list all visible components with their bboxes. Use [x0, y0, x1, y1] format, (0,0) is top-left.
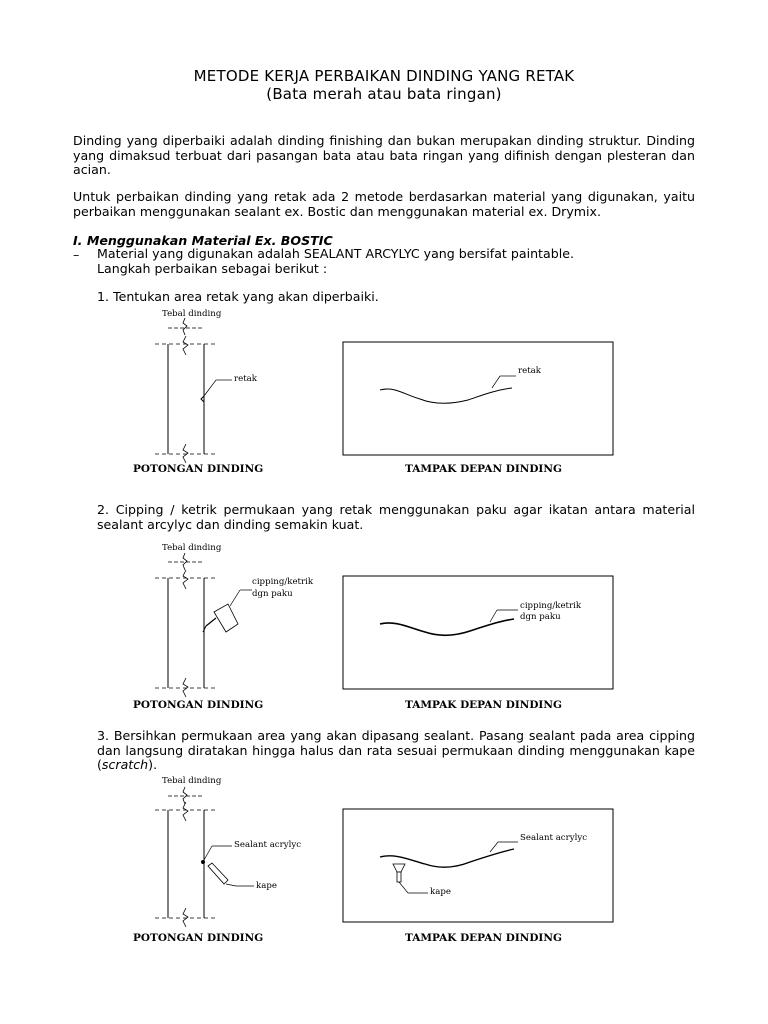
cipping-label-2: dgn paku: [252, 589, 293, 599]
wall-front-frame: [343, 809, 613, 922]
sealant-label: Sealant acrylyc: [234, 840, 302, 850]
bullet-dash: –: [73, 247, 80, 262]
crack-line: [380, 388, 512, 403]
material-bullet: [97, 247, 574, 276]
potongan-caption: POTONGAN DINDING: [133, 699, 264, 711]
tebal-dinding-label: Tebal dinding: [162, 309, 222, 319]
front-view-3: [343, 809, 613, 944]
break-mark: [183, 336, 188, 355]
potongan-caption: POTONGAN DINDING: [133, 932, 264, 944]
leader-line: [492, 376, 500, 388]
step-1-text: 1. Tentukan area retak yang akan diperbaiki.: [97, 289, 379, 304]
bullet-line-1: Material yang digunakan adalah SEALANT ARCYLYC yang bersifat paintable.: [97, 246, 574, 261]
chipped-crack-line: [380, 619, 514, 635]
retak-label: retak: [518, 366, 541, 376]
leader-line: [490, 842, 498, 852]
cipping-label: cipping/ketrik: [252, 577, 314, 587]
step-3-text: [97, 729, 695, 773]
break-mark: [183, 787, 187, 804]
leader-line: [226, 884, 236, 886]
section-heading-bostic: I. Menggunakan Material Ex. BOSTIC: [73, 233, 333, 248]
step-3-text-em: scratch: [101, 757, 149, 773]
kape-scraper-icon: [208, 863, 228, 884]
break-mark: [183, 318, 187, 335]
break-mark: [183, 908, 188, 927]
cipping-label: cipping/ketrik: [520, 601, 582, 611]
figure-3: [0, 770, 768, 950]
leader-line: [490, 610, 497, 622]
step-3-text-a: 3. Bersihkan permukaan area yang akan dipasang sealant. Pasang sealant pada area cipping dan langsung diratakan hingga halus dan rata sesuai permukaan dinding menggunakan kape (: [97, 728, 695, 773]
wall-front-frame: [343, 342, 613, 455]
bullet-line-2: Langkah perbaikan sebagai berikut :: [97, 260, 328, 276]
step-3-text-b: ).: [148, 757, 158, 773]
leader-line: [204, 380, 216, 396]
front-view-2: [343, 576, 613, 711]
cipping-label-2: dgn paku: [520, 612, 561, 622]
tampak-caption: TAMPAK DEPAN DINDING: [405, 932, 562, 944]
leader-line: [204, 846, 212, 860]
kape-label: kape: [256, 881, 277, 891]
retak-label: retak: [234, 374, 257, 384]
tampak-caption: TAMPAK DEPAN DINDING: [405, 463, 562, 475]
kape-scraper-icon: [393, 864, 405, 882]
nail-hammer-icon: [203, 604, 238, 632]
front-view-1: [343, 342, 613, 475]
leader-line: [230, 590, 240, 606]
intro-paragraph: Dinding yang diperbaiki adalah dinding finishing dan bukan merupakan dinding struktur. Dinding yang dimaksud terbuat dari pasangan bata atau bata ringan yang difinish dengan plesteran dan acian.: [73, 133, 695, 178]
break-mark: [183, 570, 188, 589]
tebal-dinding-label: Tebal dinding: [162, 543, 222, 553]
break-mark: [183, 802, 188, 821]
leader-line: [399, 882, 408, 893]
section-view-3: [133, 776, 301, 944]
sealant-label: Sealant acrylyc: [520, 833, 588, 843]
section-view-1: [133, 309, 263, 475]
potongan-caption: POTONGAN DINDING: [133, 463, 264, 475]
tebal-dinding-label: Tebal dinding: [162, 776, 222, 786]
method-paragraph: Untuk perbaikan dinding yang retak ada 2 metode berdasarkan material yang digunakan, yaitu perbaikan menggunakan sealant ex. Bostic dan menggunakan material ex. Drymix.: [73, 189, 695, 219]
document-title: METODE KERJA PERBAIKAN DINDING YANG RETAK: [193, 67, 575, 85]
section-view-2: [133, 543, 314, 711]
tampak-caption: TAMPAK DEPAN DINDING: [405, 699, 562, 711]
kape-label: kape: [430, 887, 451, 897]
figure-2: [0, 535, 768, 715]
step-2-text: 2. Cipping / ketrik permukaan yang retak menggunakan paku agar ikatan antara material sealant arcylyc dan dinding semakin kuat.: [97, 502, 695, 532]
sealant-dot: [201, 860, 205, 864]
figure-1: [0, 300, 768, 480]
wall-front-frame: [343, 576, 613, 689]
break-mark: [183, 444, 188, 463]
document-subtitle: (Bata merah atau bata ringan): [266, 85, 502, 103]
break-mark: [183, 553, 187, 570]
break-mark: [183, 678, 188, 697]
